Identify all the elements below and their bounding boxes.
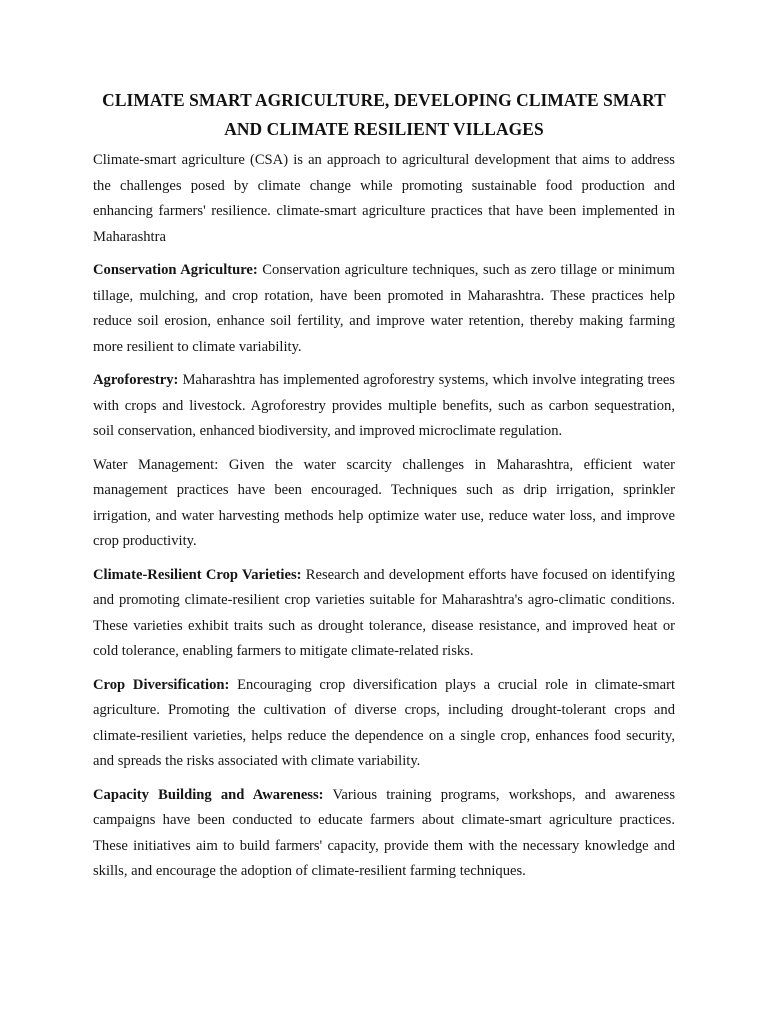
section-text: Research and development efforts have focused on identifying and promoting climate-resilient crop varieties suitable for Maharashtra's agro-climatic conditions. These varieties exhibit traits such as drought tolerance, disease resistance, and improved heat or cold tolerance, enabling farmers to mitigate climate-related risks. xyxy=(93,566,675,659)
section-capacity-building xyxy=(93,783,675,885)
section-water-management xyxy=(93,453,675,555)
section-heading: Water Management: xyxy=(93,456,219,473)
section-text: Various training programs, workshops, and awareness campaigns have been conducted to educate farmers about climate-smart agriculture practices. These initiatives aim to build farmers' capacity, provide them with the necessary knowledge and skills, and encourage the adoption of climate-resilient farming techniques. xyxy=(93,786,675,879)
section-heading: Crop Diversification: xyxy=(93,676,230,693)
document-page xyxy=(93,86,675,893)
section-climate-resilient-crop-varieties xyxy=(93,563,675,665)
section-crop-diversification xyxy=(93,673,675,775)
section-text: Encouraging crop diversification plays a crucial role in climate-smart agriculture. Promoting the cultivation of diverse crops, including drought-tolerant crops and climate-resilient varieties, helps reduce the dependence on a single crop, enhances food security, and spreads the risks associated with climate variability. xyxy=(93,676,675,769)
section-agroforestry xyxy=(93,368,675,445)
section-heading: Agroforestry: xyxy=(93,372,179,388)
section-heading: Conservation Agriculture: xyxy=(93,262,258,278)
section-heading: Climate-Resilient Crop Varieties: xyxy=(93,566,302,583)
section-conservation-agriculture xyxy=(93,258,675,360)
document-title: CLIMATE SMART AGRICULTURE, DEVELOPING CLIMATE SMART AND CLIMATE RESILIENT VILLAGES xyxy=(102,90,666,139)
intro-paragraph: Climate-smart agriculture (CSA) is an approach to agricultural development that aims to address the challenges posed by climate change while promoting sustainable food production and enhancing farmers' resilience. climate-smart agriculture practices that have been implemented in Maharashtra xyxy=(93,152,675,245)
section-text: Given the water scarcity challenges in Maharashtra, efficient water management practices have been encouraged. Techniques such as drip irrigation, sprinkler irrigation, and water harvesting methods help optimize water use, reduce water loss, and improve crop productivity. xyxy=(93,456,675,549)
section-text: Maharashtra has implemented agroforestry systems, which involve integrating trees with crops and livestock. Agroforestry provides multiple benefits, such as carbon sequestration, soil conservation, enhanced biodiversity, and improved microclimate regulation. xyxy=(93,372,675,439)
section-heading: Capacity Building and Awareness: xyxy=(93,786,324,803)
section-text: Conservation agriculture techniques, such as zero tillage or minimum tillage, mulching, and crop rotation, have been promoted in Maharashtra. These practices help reduce soil erosion, enhance soil fertility, and improve water retention, thereby making farming more resilient to climate variability. xyxy=(93,262,675,355)
